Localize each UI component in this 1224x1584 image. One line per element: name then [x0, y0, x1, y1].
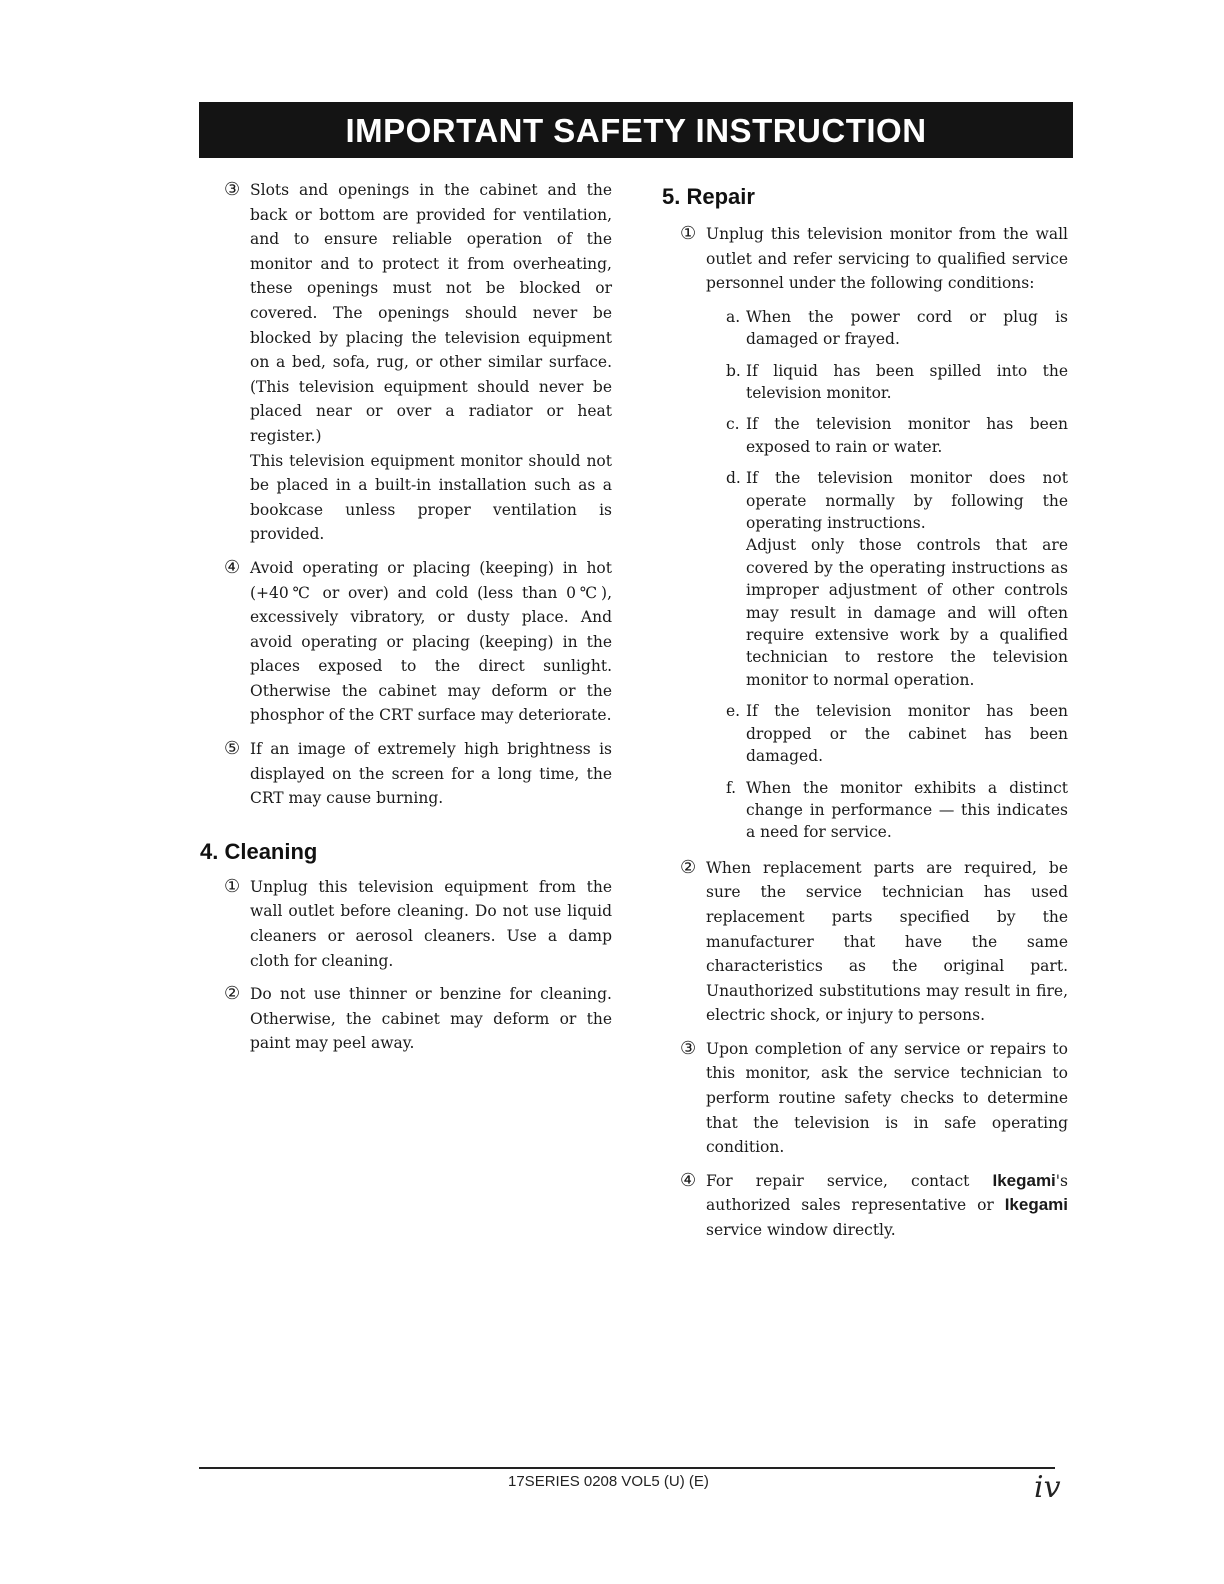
condition-item: [726, 360, 1068, 405]
item-number: ①: [680, 223, 697, 244]
item-number: ⑤: [224, 738, 241, 760]
item-text: Slots and openings in the cabinet and the back or bottom are provided for ventilation, and to ensure reliable operation of the monitor and to protect it from overheating, these openings must not be blocked or covered. The openings should never be blocked by placing the television equipment on a bed, sofa, rug, or other similar surface. (This television equipment should never be placed near or over a radiator or heat register.): [250, 181, 612, 445]
item-text: Do not use thinner or benzine for cleaning. Otherwise, the cabinet may deform or the paint may peel away.: [250, 985, 612, 1053]
item-number: ④: [224, 556, 241, 578]
item-text: Upon completion of any service or repairs to this monitor, ask the service technician to perform routine safety checks to determine that the television is in safe operating condition.: [706, 1039, 1068, 1157]
item-text: This television equipment monitor should not be placed in a built-in installation such as a bookcase unless proper ventilation is provided.: [250, 451, 612, 544]
condition-text-extra: Adjust only those controls that are covered by the operating instructions as improper adjustment of other controls may result in damage and will often require extensive work by a qualified technician to restore the television monitor to normal operation.: [746, 536, 1068, 689]
list-item: [224, 556, 612, 728]
condition-letter: b.: [726, 361, 741, 380]
section-heading-repair: 5. Repair: [662, 184, 755, 209]
item-number: ④: [680, 1169, 697, 1191]
list-item: [224, 875, 612, 973]
condition-letter: f.: [726, 778, 737, 797]
list-item: [680, 1169, 1068, 1243]
condition-item: [726, 700, 1068, 767]
item-text-part: service window directly.: [706, 1221, 896, 1240]
list-item: [680, 222, 1068, 296]
condition-text: When the power cord or plug is damaged or frayed.: [746, 307, 1068, 349]
condition-item: [726, 413, 1068, 458]
condition-item: [726, 306, 1068, 351]
condition-letter: c.: [726, 415, 740, 434]
section-heading-cleaning: 4. Cleaning: [200, 838, 318, 864]
conditions-list: [726, 306, 1068, 844]
item-text: [706, 1169, 1068, 1243]
item-text: If an image of extremely high brightness is displayed on the screen for a long time, the CRT may cause burning.: [250, 740, 612, 808]
condition-item: [726, 777, 1068, 844]
brand-name: Ikegami: [992, 1170, 1056, 1190]
brand-name: Ikegami: [1004, 1195, 1068, 1215]
left-column: [200, 178, 612, 1056]
list-item: [224, 982, 612, 1056]
item-number: ③: [224, 179, 241, 200]
item-text: Unplug this television monitor from the wall outlet and refer servicing to qualified service personnel under the following conditions:: [706, 225, 1068, 293]
item-text-part: For repair service, contact: [706, 1171, 993, 1190]
document-code: 17SERIES 0208 VOL5 (U) (E): [508, 1473, 709, 1490]
item-text: Avoid operating or placing (keeping) in hot (+40℃ or over) and cold (less than 0℃), excessively vibratory, or dusty place. And avoid operating or placing (keeping) in the places exposed to the direct sunlight. Otherwise the cabinet may deform or the phosphor of the CRT surface may deteriorate.: [250, 558, 612, 725]
condition-letter: e.: [726, 702, 741, 721]
condition-text: When the monitor exhibits a distinct change in performance — this indicates a need for service.: [746, 778, 1068, 842]
condition-text: If liquid has been spilled into the television monitor.: [746, 361, 1068, 402]
list-item: [680, 1037, 1068, 1160]
condition-letter: a.: [726, 307, 741, 326]
list-item: [224, 178, 612, 547]
condition-letter: d.: [726, 469, 741, 488]
item-text-part: 's authorized sales representative or: [706, 1171, 1068, 1215]
condition-text: If the television monitor does not operate normally by following the operating instructions.: [746, 469, 1068, 533]
list-item: [680, 856, 1068, 1028]
item-number: ①: [224, 875, 241, 897]
page-banner-title: IMPORTANT SAFETY INSTRUCTION: [199, 102, 1073, 158]
condition-item: [726, 467, 1068, 691]
condition-text: If the television monitor has been exposed to rain or water.: [746, 415, 1068, 456]
item-number: ②: [224, 983, 241, 1005]
item-number: ②: [680, 856, 697, 878]
page-number: iv: [1034, 1470, 1061, 1505]
footer-divider: [199, 1467, 1055, 1469]
item-number: ③: [680, 1037, 697, 1059]
item-text: When replacement parts are required, be sure the service technician has used replacement parts specified by the manufacturer that have the same characteristics as the original part. Unauthorized substitutions may result in fire, electric shock, or injury to persons.: [706, 858, 1068, 1025]
item-text: Unplug this television equipment from the wall outlet before cleaning. Do not use liquid cleaners or aerosol cleaners. Use a damp cloth for cleaning.: [250, 877, 612, 970]
list-item: [224, 737, 612, 811]
condition-text: If the television monitor has been dropped or the cabinet has been damaged.: [746, 702, 1068, 766]
right-column: [662, 178, 1068, 1243]
